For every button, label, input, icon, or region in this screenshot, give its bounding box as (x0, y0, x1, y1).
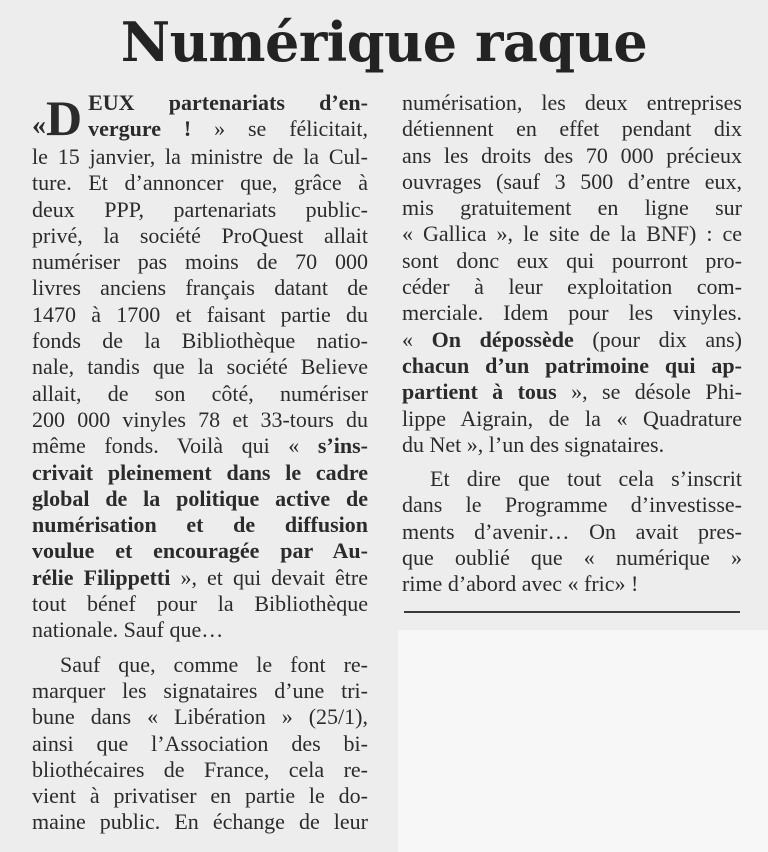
text-line: vient à privatiser en partie le do- (32, 783, 368, 809)
text-line: nale, tandis que la société Believe (32, 354, 368, 380)
text-line: « On dépossède (pour dix ans) (402, 326, 742, 352)
text-line: crivait pleinement dans le cadre (32, 459, 368, 485)
text-line: deux PPP, partenariats public- (32, 196, 368, 222)
text-line: allait, de son côté, numériser (32, 380, 368, 406)
text-line: livres anciens français datant de (32, 275, 368, 301)
text-line: Sauf que, comme le font re- (60, 651, 368, 677)
text-line: vergure ! » se félicitait, (88, 116, 368, 142)
text-line: chacun d’un patrimoine qui ap- (402, 352, 742, 378)
text-line: ainsi que l’Association des bi- (32, 730, 368, 756)
text-line: merciale. Idem pour les vinyles. (402, 300, 742, 326)
text-line: ans les droits des 70 000 précieux (402, 142, 742, 168)
text-line: EUX partenariats d’en- (88, 90, 368, 115)
text-line: voulue et encouragée par Au- (32, 538, 368, 564)
text-line: ture. Et d’annoncer que, grâce à (32, 170, 368, 196)
text-line: sont donc eux qui pourront pro- (402, 247, 742, 273)
text-line: maine public. En échange de leur (32, 809, 368, 835)
text-line: que oublié que « numérique » (402, 545, 742, 571)
text-line: rime d’abord avec « fric» ! (402, 571, 639, 597)
text-line: bliothécaires de France, cela re- (32, 756, 368, 782)
text-line: le 15 janvier, la ministre de la Cul- (32, 144, 368, 169)
text-line: du Net », l’un des signataires. (402, 431, 665, 457)
dropcap: «D (32, 90, 83, 146)
text-line: bune dans « Libération » (25/1), (32, 704, 368, 730)
text-line: partient à tous », se désole Phi- (402, 379, 743, 405)
text-line: même fonds. Voilà qui « s’ins- (32, 433, 368, 459)
left-column (32, 90, 368, 836)
text-line: global de la politique active de (32, 485, 368, 511)
text-line: ouvrages (sauf 3 500 d’entre eux, (402, 168, 742, 194)
text-line: 200 000 vinyles 78 et 33-tours du (32, 406, 368, 432)
text-line: numérisation et de diffusion (32, 512, 368, 538)
text-line: détiennent en effet pendant dix (402, 116, 742, 142)
text-line: 1470 à 1700 et faisant partie du (32, 301, 368, 327)
text-line: céder à leur exploitation com- (402, 274, 742, 300)
text-line: rélie Filippetti », et qui devait être (32, 564, 368, 590)
text-line: « Gallica », le site de la BNF) : ce (402, 221, 742, 247)
blank-area (398, 630, 768, 852)
text-line: marquer les signataires d’une tri- (32, 677, 368, 703)
end-rule (404, 611, 740, 613)
headline: Numérique raque (120, 10, 648, 74)
right-column (402, 90, 742, 598)
text-line: Et dire que tout cela s’inscrit (430, 466, 742, 492)
text-line: ments d’avenir… On avait pres- (402, 518, 742, 544)
text-line: fonds de la Bibliothèque natio- (32, 328, 368, 354)
text-line: nationale. Sauf que… (32, 617, 224, 643)
text-line: numériser pas moins de 70 000 (32, 249, 368, 275)
text-line: dans le Programme d’investisse- (402, 492, 742, 518)
text-line: privé, la société ProQuest allait (32, 222, 368, 248)
text-line: tout bénef pour la Bibliothèque (32, 591, 368, 617)
text-line: lippe Aigrain, de la « Quadrature (402, 405, 742, 431)
text-line: numérisation, les deux entreprises (402, 90, 742, 115)
text-line: mis gratuitement en ligne sur (402, 195, 742, 221)
